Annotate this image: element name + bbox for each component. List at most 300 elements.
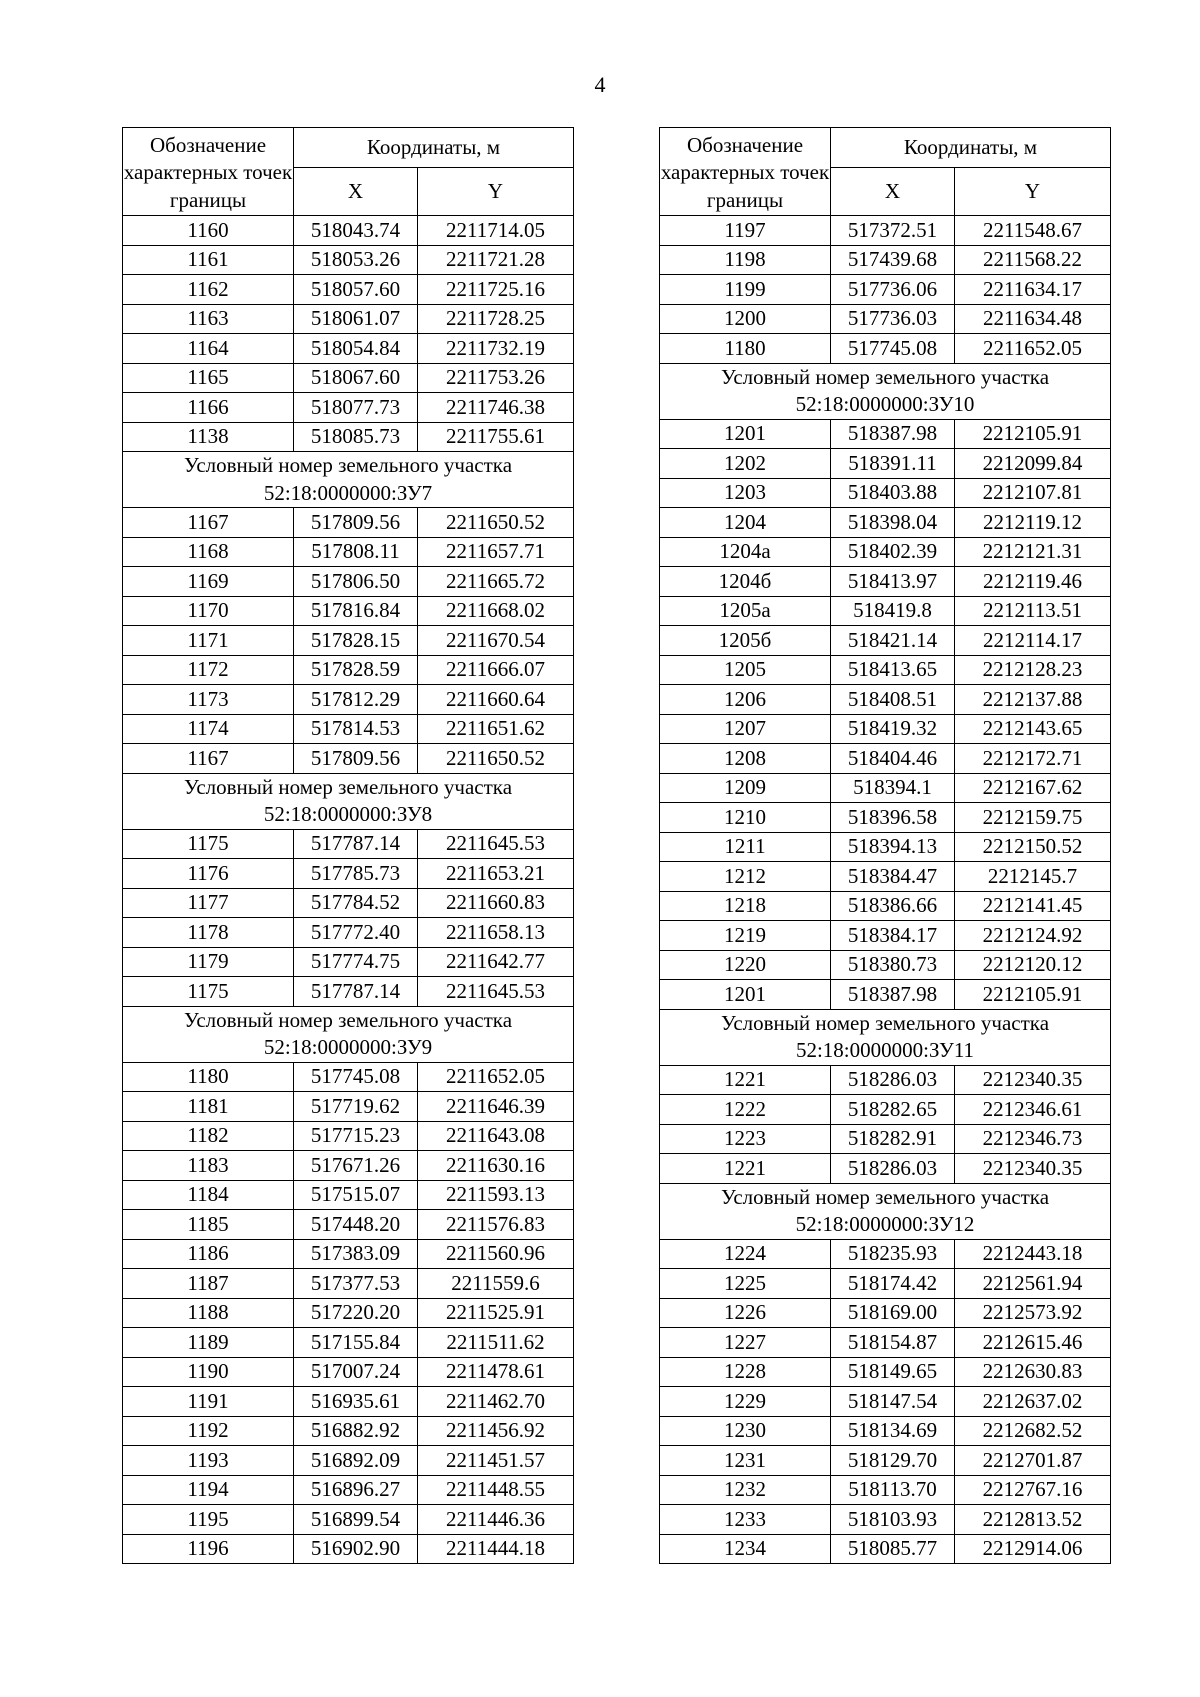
coord-x: 517785.73 — [294, 859, 418, 889]
coord-y: 2211646.39 — [418, 1092, 574, 1122]
table-row — [123, 537, 574, 567]
coord-x: 518404.46 — [831, 744, 955, 774]
point-id: 1175 — [123, 829, 294, 859]
coord-y: 2212167.62 — [955, 773, 1111, 803]
point-id: 1220 — [660, 950, 831, 980]
point-id: 1223 — [660, 1124, 831, 1154]
coord-x: 518387.98 — [831, 419, 955, 449]
coord-x: 518419.8 — [831, 596, 955, 626]
coord-y: 2211725.16 — [418, 275, 574, 305]
coord-x: 518394.1 — [831, 773, 955, 803]
coord-x: 517745.08 — [831, 334, 955, 364]
coord-y: 2211721.28 — [418, 245, 574, 275]
coord-y: 2211634.48 — [955, 304, 1111, 334]
point-id: 1169 — [123, 567, 294, 597]
coord-y: 2211652.05 — [955, 334, 1111, 364]
coord-x: 518043.74 — [294, 216, 418, 246]
parcel-title: Условный номер земельного участка 52:18:0000000:ЗУ11 — [660, 1009, 1111, 1065]
coord-y: 2212119.12 — [955, 508, 1111, 538]
point-id: 1166 — [123, 393, 294, 423]
coord-y: 2211652.05 — [418, 1062, 574, 1092]
table-row — [123, 1387, 574, 1417]
point-id: 1204а — [660, 537, 831, 567]
table-row — [660, 478, 1111, 508]
header-y: Y — [418, 168, 574, 216]
table-row — [123, 1534, 574, 1564]
coord-x: 517377.53 — [294, 1269, 418, 1299]
table-row — [123, 626, 574, 656]
table-row — [123, 245, 574, 275]
coord-x: 518286.03 — [831, 1065, 955, 1095]
parcel-header-row — [123, 773, 574, 829]
coord-x: 518174.42 — [831, 1269, 955, 1299]
coord-y: 2211511.62 — [418, 1328, 574, 1358]
coord-x: 517448.20 — [294, 1210, 418, 1240]
point-id: 1175 — [123, 977, 294, 1007]
table-row — [660, 1095, 1111, 1125]
coord-y: 2211660.64 — [418, 685, 574, 715]
point-id: 1165 — [123, 363, 294, 393]
point-id: 1230 — [660, 1416, 831, 1446]
coord-x: 517439.68 — [831, 245, 955, 275]
point-id: 1202 — [660, 449, 831, 479]
point-id: 1203 — [660, 478, 831, 508]
point-id: 1218 — [660, 891, 831, 921]
table-row — [660, 921, 1111, 951]
point-id: 1207 — [660, 714, 831, 744]
coord-x: 517808.11 — [294, 537, 418, 567]
coord-y: 2211576.83 — [418, 1210, 574, 1240]
table-row — [660, 773, 1111, 803]
coord-y: 2211666.07 — [418, 655, 574, 685]
point-id: 1224 — [660, 1239, 831, 1269]
table-row — [660, 1505, 1111, 1535]
coord-y: 2211746.38 — [418, 393, 574, 423]
table-row — [660, 891, 1111, 921]
coord-y: 2211657.71 — [418, 537, 574, 567]
point-id: 1231 — [660, 1446, 831, 1476]
table-row — [660, 275, 1111, 305]
table-row — [123, 567, 574, 597]
coord-y: 2211548.67 — [955, 216, 1111, 246]
point-id: 1160 — [123, 216, 294, 246]
coord-y: 2212340.35 — [955, 1154, 1111, 1184]
table-row — [660, 334, 1111, 364]
table-row — [660, 862, 1111, 892]
table-row — [660, 567, 1111, 597]
table-row — [123, 1239, 574, 1269]
table-row — [660, 1446, 1111, 1476]
table-row — [660, 1065, 1111, 1095]
table-row — [660, 803, 1111, 833]
point-id: 1199 — [660, 275, 831, 305]
coord-y: 2212813.52 — [955, 1505, 1111, 1535]
coord-x: 518408.51 — [831, 685, 955, 715]
coord-x: 518282.91 — [831, 1124, 955, 1154]
coord-x: 518149.65 — [831, 1357, 955, 1387]
table-row — [123, 1180, 574, 1210]
point-id: 1190 — [123, 1357, 294, 1387]
coord-y: 2211630.16 — [418, 1151, 574, 1181]
point-id: 1198 — [660, 245, 831, 275]
point-id: 1205 — [660, 655, 831, 685]
coord-y: 2212128.23 — [955, 655, 1111, 685]
table-row — [123, 1298, 574, 1328]
page-number: 4 — [594, 72, 606, 97]
coord-y: 2211753.26 — [418, 363, 574, 393]
coord-x: 518103.93 — [831, 1505, 955, 1535]
point-id: 1212 — [660, 862, 831, 892]
coord-y: 2211446.36 — [418, 1505, 574, 1535]
table-row — [123, 829, 574, 859]
table-row — [660, 950, 1111, 980]
coord-y: 2212573.92 — [955, 1298, 1111, 1328]
coord-x: 518398.04 — [831, 508, 955, 538]
table-row — [123, 1505, 574, 1535]
coord-y: 2212630.83 — [955, 1357, 1111, 1387]
coord-x: 518402.39 — [831, 537, 955, 567]
coord-y: 2212143.65 — [955, 714, 1111, 744]
coord-x: 518061.07 — [294, 304, 418, 334]
coord-y: 2211653.21 — [418, 859, 574, 889]
coord-x: 517828.15 — [294, 626, 418, 656]
header-x: X — [294, 168, 418, 216]
coord-y: 2211568.22 — [955, 245, 1111, 275]
coord-x: 518085.73 — [294, 422, 418, 452]
coord-y: 2212346.73 — [955, 1124, 1111, 1154]
coord-x: 517719.62 — [294, 1092, 418, 1122]
point-id: 1167 — [123, 744, 294, 774]
coord-y: 2211560.96 — [418, 1239, 574, 1269]
point-id: 1233 — [660, 1505, 831, 1535]
coord-x: 518286.03 — [831, 1154, 955, 1184]
table-row — [660, 1124, 1111, 1154]
coord-x: 518380.73 — [831, 950, 955, 980]
parcel-title: Условный номер земельного участка 52:18:0000000:ЗУ8 — [123, 773, 574, 829]
table-row — [123, 216, 574, 246]
point-id: 1180 — [660, 334, 831, 364]
table-row — [660, 1475, 1111, 1505]
coord-y: 2211732.19 — [418, 334, 574, 364]
table-row — [660, 980, 1111, 1010]
parcel-title: Условный номер земельного участка 52:18:0000000:ЗУ7 — [123, 452, 574, 508]
table-row — [123, 334, 574, 364]
coord-x: 518387.98 — [831, 980, 955, 1010]
table-row — [123, 714, 574, 744]
table-row — [123, 744, 574, 774]
coord-y: 2212150.52 — [955, 832, 1111, 862]
coord-y: 2212701.87 — [955, 1446, 1111, 1476]
table-row — [123, 1328, 574, 1358]
coord-x: 517715.23 — [294, 1121, 418, 1151]
coord-x: 517812.29 — [294, 685, 418, 715]
coord-x: 517784.52 — [294, 888, 418, 918]
coord-y: 2212105.91 — [955, 419, 1111, 449]
coord-y: 2212105.91 — [955, 980, 1111, 1010]
point-id: 1227 — [660, 1328, 831, 1358]
coord-y: 2212637.02 — [955, 1387, 1111, 1417]
point-id: 1219 — [660, 921, 831, 951]
coord-x: 517809.56 — [294, 744, 418, 774]
point-id: 1171 — [123, 626, 294, 656]
point-id: 1167 — [123, 508, 294, 538]
table-row — [660, 304, 1111, 334]
table-row — [123, 1357, 574, 1387]
coord-x: 517745.08 — [294, 1062, 418, 1092]
parcel-header-row — [123, 1006, 574, 1062]
header-coordinates: Координаты, м — [294, 128, 574, 168]
point-id: 1200 — [660, 304, 831, 334]
point-id: 1174 — [123, 714, 294, 744]
coordinates-table-right — [659, 127, 1111, 1564]
point-id: 1162 — [123, 275, 294, 305]
parcel-title: Условный номер земельного участка 52:18:0000000:ЗУ10 — [660, 363, 1111, 419]
point-id: 1178 — [123, 918, 294, 948]
point-id: 1183 — [123, 1151, 294, 1181]
point-id: 1194 — [123, 1475, 294, 1505]
point-id: 1161 — [123, 245, 294, 275]
coord-y: 2212145.7 — [955, 862, 1111, 892]
coord-x: 518169.00 — [831, 1298, 955, 1328]
table-row — [660, 1239, 1111, 1269]
table-row — [123, 1210, 574, 1240]
table-row — [660, 508, 1111, 538]
table-row — [123, 685, 574, 715]
coord-x: 517809.56 — [294, 508, 418, 538]
point-id: 1228 — [660, 1357, 831, 1387]
coord-y: 2211643.08 — [418, 1121, 574, 1151]
table-row — [123, 1446, 574, 1476]
coord-x: 518113.70 — [831, 1475, 955, 1505]
point-id: 1222 — [660, 1095, 831, 1125]
table-row — [123, 859, 574, 889]
point-id: 1211 — [660, 832, 831, 862]
coord-y: 2212141.45 — [955, 891, 1111, 921]
table-row — [660, 245, 1111, 275]
table-row — [123, 1416, 574, 1446]
table-row — [660, 626, 1111, 656]
point-id: 1232 — [660, 1475, 831, 1505]
table-row — [123, 275, 574, 305]
point-id: 1187 — [123, 1269, 294, 1299]
coordinates-table-left — [122, 127, 574, 1564]
coord-x: 517515.07 — [294, 1180, 418, 1210]
coord-y: 2211634.17 — [955, 275, 1111, 305]
table-row — [660, 1269, 1111, 1299]
coord-x: 518134.69 — [831, 1416, 955, 1446]
coord-x: 518054.84 — [294, 334, 418, 364]
point-id: 1193 — [123, 1446, 294, 1476]
coord-y: 2211714.05 — [418, 216, 574, 246]
point-id: 1225 — [660, 1269, 831, 1299]
coord-y: 2212124.92 — [955, 921, 1111, 951]
point-id: 1188 — [123, 1298, 294, 1328]
coord-y: 2212914.06 — [955, 1534, 1111, 1564]
table-row — [660, 1534, 1111, 1564]
point-id: 1172 — [123, 655, 294, 685]
coord-x: 517806.50 — [294, 567, 418, 597]
coord-x: 517372.51 — [831, 216, 955, 246]
coord-y: 2211660.83 — [418, 888, 574, 918]
coord-y: 2212113.51 — [955, 596, 1111, 626]
point-id: 1184 — [123, 1180, 294, 1210]
point-id: 1221 — [660, 1154, 831, 1184]
coord-y: 2211645.53 — [418, 829, 574, 859]
table-row — [660, 1387, 1111, 1417]
header-coordinates: Координаты, м — [831, 128, 1111, 168]
point-id: 1185 — [123, 1210, 294, 1240]
table-row — [123, 947, 574, 977]
coord-x: 518386.66 — [831, 891, 955, 921]
coord-y: 2212114.17 — [955, 626, 1111, 656]
coord-y: 2212682.52 — [955, 1416, 1111, 1446]
coord-y: 2212346.61 — [955, 1095, 1111, 1125]
coord-x: 518384.17 — [831, 921, 955, 951]
table-row — [123, 977, 574, 1007]
table-row — [660, 216, 1111, 246]
table-row — [123, 596, 574, 626]
coord-x: 516882.92 — [294, 1416, 418, 1446]
table-row — [123, 918, 574, 948]
coord-y: 2212137.88 — [955, 685, 1111, 715]
coord-y: 2211451.57 — [418, 1446, 574, 1476]
coord-y: 2212107.81 — [955, 478, 1111, 508]
coord-y: 2211525.91 — [418, 1298, 574, 1328]
coord-x: 518384.47 — [831, 862, 955, 892]
point-id: 1168 — [123, 537, 294, 567]
point-id: 1182 — [123, 1121, 294, 1151]
coord-y: 2211651.62 — [418, 714, 574, 744]
table-row — [123, 422, 574, 452]
parcel-header-row — [660, 1183, 1111, 1239]
coord-x: 518067.60 — [294, 363, 418, 393]
coord-y: 2211650.52 — [418, 508, 574, 538]
coord-x: 516892.09 — [294, 1446, 418, 1476]
table-row — [660, 685, 1111, 715]
coord-x: 516902.90 — [294, 1534, 418, 1564]
coord-x: 517828.59 — [294, 655, 418, 685]
coord-x: 518154.87 — [831, 1328, 955, 1358]
point-id: 1177 — [123, 888, 294, 918]
point-id: 1164 — [123, 334, 294, 364]
point-id: 1176 — [123, 859, 294, 889]
coord-x: 518413.97 — [831, 567, 955, 597]
table-row — [660, 449, 1111, 479]
point-id: 1210 — [660, 803, 831, 833]
coord-x: 518391.11 — [831, 449, 955, 479]
coord-x: 517814.53 — [294, 714, 418, 744]
point-id: 1173 — [123, 685, 294, 715]
coord-x: 516935.61 — [294, 1387, 418, 1417]
coord-x: 518396.58 — [831, 803, 955, 833]
table-row — [660, 1154, 1111, 1184]
coord-x: 518057.60 — [294, 275, 418, 305]
coord-x: 517155.84 — [294, 1328, 418, 1358]
table-row — [123, 1151, 574, 1181]
coord-x: 517774.75 — [294, 947, 418, 977]
coord-x: 517736.03 — [831, 304, 955, 334]
coord-x: 516896.27 — [294, 1475, 418, 1505]
table-row — [660, 596, 1111, 626]
coord-y: 2211650.52 — [418, 744, 574, 774]
coord-y: 2212561.94 — [955, 1269, 1111, 1299]
coord-x: 518077.73 — [294, 393, 418, 423]
coord-x: 518403.88 — [831, 478, 955, 508]
point-id: 1204 — [660, 508, 831, 538]
coord-x: 517787.14 — [294, 829, 418, 859]
point-id: 1208 — [660, 744, 831, 774]
coord-y: 2211645.53 — [418, 977, 574, 1007]
table-row — [123, 393, 574, 423]
coord-x: 518129.70 — [831, 1446, 955, 1476]
parcel-header-row — [660, 1009, 1111, 1065]
coord-y: 2212767.16 — [955, 1475, 1111, 1505]
coord-y: 2211444.18 — [418, 1534, 574, 1564]
coord-y: 2211658.13 — [418, 918, 574, 948]
table-row — [660, 714, 1111, 744]
table-row — [660, 419, 1111, 449]
point-id: 1206 — [660, 685, 831, 715]
table-row — [660, 1416, 1111, 1446]
coord-y: 2211478.61 — [418, 1357, 574, 1387]
parcel-header-row — [660, 363, 1111, 419]
parcel-title: Условный номер земельного участка 52:18:0000000:ЗУ9 — [123, 1006, 574, 1062]
point-id: 1201 — [660, 419, 831, 449]
table-row — [123, 1092, 574, 1122]
table-row — [123, 304, 574, 334]
coord-x: 518235.93 — [831, 1239, 955, 1269]
table-body-left — [123, 216, 574, 1564]
coord-y: 2211668.02 — [418, 596, 574, 626]
header-y: Y — [955, 168, 1111, 216]
point-id: 1170 — [123, 596, 294, 626]
point-id: 1226 — [660, 1298, 831, 1328]
coord-x: 517220.20 — [294, 1298, 418, 1328]
table-row — [123, 1269, 574, 1299]
coord-y: 2211642.77 — [418, 947, 574, 977]
coord-y: 2212340.35 — [955, 1065, 1111, 1095]
coord-y: 2212172.71 — [955, 744, 1111, 774]
point-id: 1196 — [123, 1534, 294, 1564]
coord-x: 517816.84 — [294, 596, 418, 626]
coord-y: 2211593.13 — [418, 1180, 574, 1210]
coord-x: 518282.65 — [831, 1095, 955, 1125]
point-id: 1201 — [660, 980, 831, 1010]
coord-y: 2212159.75 — [955, 803, 1111, 833]
point-id: 1163 — [123, 304, 294, 334]
coord-y: 2211665.72 — [418, 567, 574, 597]
point-id: 1221 — [660, 1065, 831, 1095]
table-row — [660, 832, 1111, 862]
table-row — [123, 363, 574, 393]
coord-x: 516899.54 — [294, 1505, 418, 1535]
table-row — [123, 508, 574, 538]
header-designation: Обозначение характерных точек границы — [123, 128, 294, 216]
coord-y: 2211559.6 — [418, 1269, 574, 1299]
table-row — [123, 1475, 574, 1505]
coord-y: 2212119.46 — [955, 567, 1111, 597]
point-id: 1138 — [123, 422, 294, 452]
header-x: X — [831, 168, 955, 216]
coord-x: 517772.40 — [294, 918, 418, 948]
table-row — [660, 1328, 1111, 1358]
coord-x: 518421.14 — [831, 626, 955, 656]
table-row — [660, 537, 1111, 567]
coord-x: 518147.54 — [831, 1387, 955, 1417]
table-row — [123, 888, 574, 918]
coord-x: 518413.65 — [831, 655, 955, 685]
coord-y: 2211448.55 — [418, 1475, 574, 1505]
